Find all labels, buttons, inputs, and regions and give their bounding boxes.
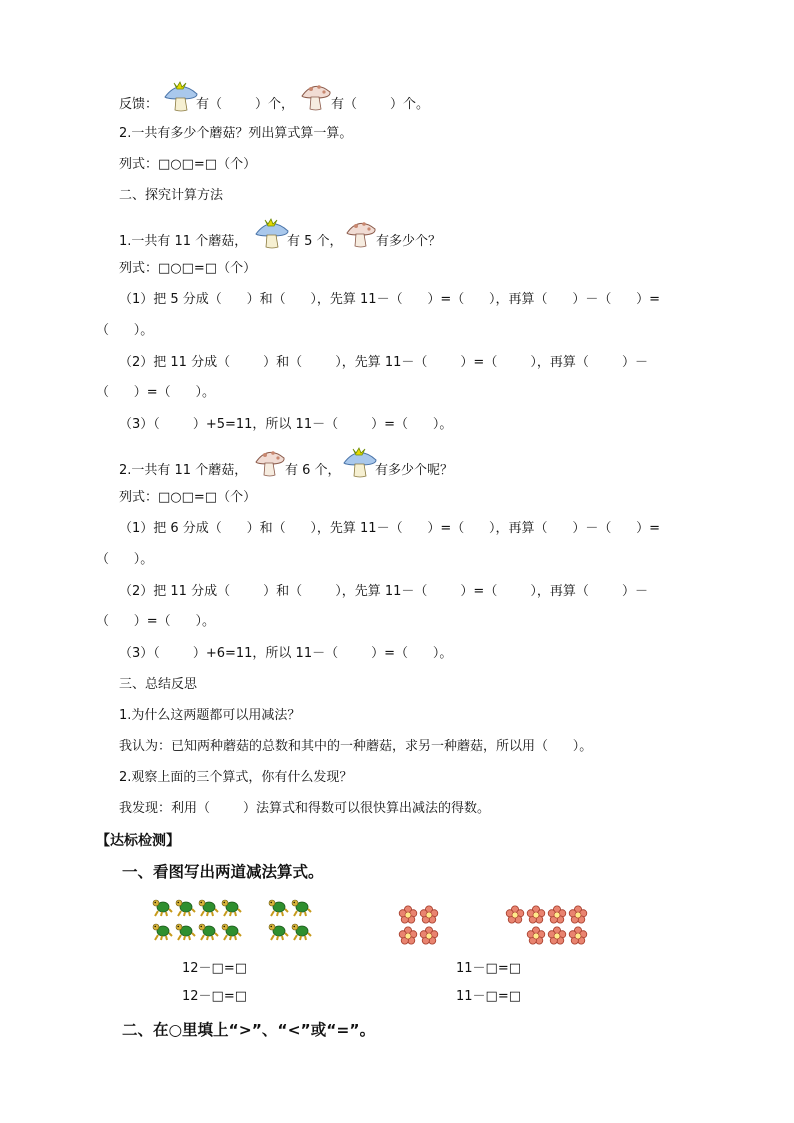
reflection-answer-2: 我发现：利用（ ）法算式和得数可以很快算出减法的得数。 — [119, 801, 491, 816]
blue-mushroom-icon — [163, 80, 199, 112]
question-total: 2.一共有多少个蘑菇？列出算式算一算。 — [119, 126, 353, 141]
flower-group-2 — [505, 905, 595, 947]
equation-12-a: 12－□=□ — [182, 961, 248, 976]
reflection-question-1: 1.为什么这两题都可以用减法？ — [119, 708, 301, 723]
feedback-label: 反馈： — [119, 97, 159, 112]
reflection-answer-1: 我认为：已知两种蘑菇的总数和其中的一种蘑菇，求另一种蘑菇，所以用（ ）。 — [119, 739, 593, 754]
method-2: （2）把 11 分成（ ）和（ ），先算 11－（ ）=（ ），再算（ ）－ — [119, 584, 648, 599]
equation-11-a: 11－□=□ — [456, 961, 522, 976]
method-3: （3）（ ）+6=11，所以 11－（ ）=（ ）。 — [119, 646, 453, 661]
formula-line: 列式：□○□=□（个） — [119, 157, 257, 172]
pink-count-blank: 有（ ）个。 — [331, 97, 430, 112]
problem-2-count: 有 6 个， — [285, 463, 341, 478]
blue-mushroom-icon — [254, 217, 290, 249]
check-heading: 【达标检测】 — [96, 833, 180, 849]
method-3: （3）（ ）+5=11，所以 11－（ ）=（ ）。 — [119, 417, 453, 432]
turtle-group-2 — [268, 897, 314, 945]
method-2: （2）把 11 分成（ ）和（ ），先算 11－（ ）=（ ），再算（ ）－ — [119, 355, 648, 370]
problem-2-question: 有多少个呢？ — [375, 463, 454, 478]
method-2-cont: （ ）=（ ）。 — [96, 614, 215, 629]
problem-2-intro: 2.一共有 11 个蘑菇， — [119, 463, 248, 478]
blue-mushroom-icon — [342, 446, 378, 478]
blue-count-blank: 有（ ）个， — [196, 97, 295, 112]
section-heading-2: 二、探究计算方法 — [119, 188, 224, 203]
method-1: （1）把 6 分成（ ）和（ ），先算 11－（ ）=（ ），再算（ ）－（ ）= — [119, 521, 661, 536]
flower-group-1 — [397, 905, 443, 947]
problem-1-question: 有多少个？ — [376, 234, 442, 249]
exercise-1-title: 一、看图写出两道减法算式。 — [122, 863, 324, 881]
formula-line: 列式：□○□=□（个） — [119, 490, 257, 505]
method-2-cont: （ ）=（ ）。 — [96, 385, 215, 400]
pink-mushroom-icon — [345, 217, 379, 249]
turtle-group-1 — [152, 897, 244, 945]
equation-12-b: 12－□=□ — [182, 989, 248, 1004]
problem-1-intro: 1.一共有 11 个蘑菇， — [119, 234, 248, 249]
method-1-cont: （ ）。 — [96, 552, 154, 567]
equation-11-b: 11－□=□ — [456, 989, 522, 1004]
exercise-2-title: 二、在○里填上“>”、“<”或“=”。 — [122, 1021, 376, 1039]
formula-line: 列式：□○□=□（个） — [119, 261, 257, 276]
problem-1-count: 有 5 个， — [287, 234, 343, 249]
method-1-cont: （ ）。 — [96, 323, 154, 338]
section-heading-3: 三、总结反思 — [119, 677, 198, 692]
pink-mushroom-icon — [300, 80, 334, 112]
method-1: （1）把 5 分成（ ）和（ ），先算 11－（ ）=（ ），再算（ ）－（ ）= — [119, 292, 661, 307]
reflection-question-2: 2.观察上面的三个算式，你有什么发现？ — [119, 770, 353, 785]
pink-mushroom-icon — [254, 446, 288, 478]
